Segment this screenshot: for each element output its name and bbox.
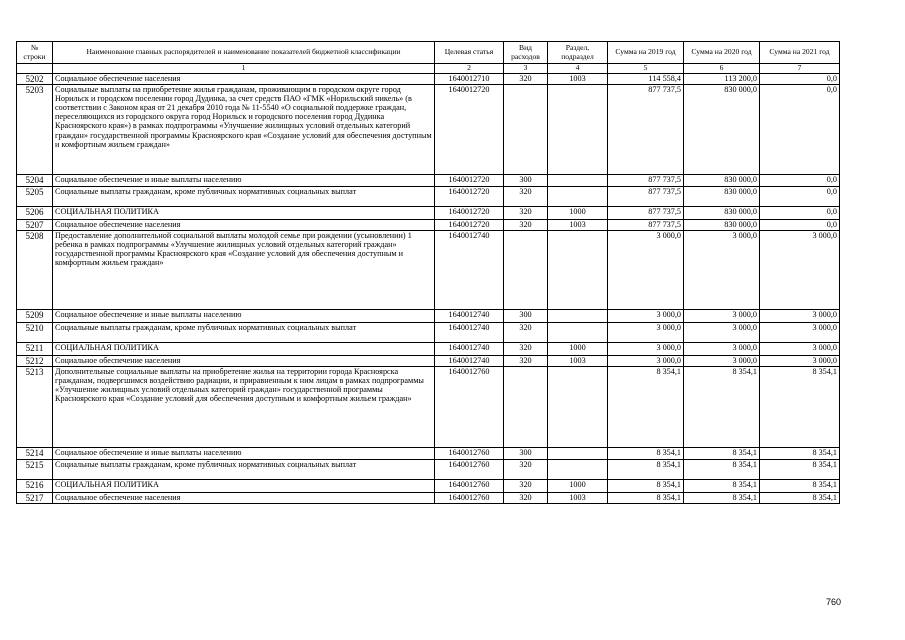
table-row: [17, 84, 840, 174]
row-target-code: 1640012740: [435, 342, 504, 355]
row-section: 1003: [548, 492, 608, 503]
row-sum-2020: 830 000,0: [684, 186, 760, 206]
row-section: [548, 459, 608, 479]
row-sum-2020: 3 000,0: [684, 322, 760, 342]
row-target-code: 1640012760: [435, 479, 504, 492]
row-number: 5217: [17, 492, 53, 503]
row-sum-2021: 0,0: [760, 84, 840, 174]
row-section: [548, 174, 608, 186]
row-number: 5208: [17, 230, 53, 309]
row-sum-2020: 8 354,1: [684, 366, 760, 447]
row-sum-2019: 8 354,1: [608, 366, 684, 447]
row-sum-2020: 8 354,1: [684, 459, 760, 479]
table-row: [17, 366, 840, 447]
row-sum-2019: 3 000,0: [608, 230, 684, 309]
row-expense-type: 320: [504, 206, 548, 219]
index-cell: 7: [760, 64, 840, 74]
row-number: 5212: [17, 355, 53, 366]
row-target-code: 1640012760: [435, 492, 504, 503]
row-sum-2021: 8 354,1: [760, 459, 840, 479]
table-row: [17, 206, 840, 219]
row-number: 5202: [17, 73, 53, 84]
row-name: Социальное обеспечение населения: [53, 219, 435, 230]
index-cell: 2: [435, 64, 504, 74]
row-sum-2020: 3 000,0: [684, 309, 760, 322]
row-name: Социальное обеспечение и иные выплаты населению: [53, 309, 435, 322]
row-section: 1000: [548, 342, 608, 355]
row-sum-2021: 0,0: [760, 186, 840, 206]
row-sum-2021: 0,0: [760, 206, 840, 219]
row-sum-2019: 877 737,5: [608, 186, 684, 206]
table-row: [17, 479, 840, 492]
row-number: 5205: [17, 186, 53, 206]
column-index-row: [17, 64, 840, 74]
row-sum-2019: 3 000,0: [608, 322, 684, 342]
row-name: СОЦИАЛЬНАЯ ПОЛИТИКА: [53, 342, 435, 355]
table-row: [17, 219, 840, 230]
header-2020: Сумма на 2020 год: [684, 42, 760, 64]
row-section: 1003: [548, 355, 608, 366]
row-expense-type: [504, 366, 548, 447]
table-row: [17, 186, 840, 206]
row-sum-2020: 830 000,0: [684, 206, 760, 219]
row-sum-2020: 8 354,1: [684, 492, 760, 503]
index-cell: 6: [684, 64, 760, 74]
row-expense-type: 300: [504, 174, 548, 186]
row-sum-2020: 8 354,1: [684, 447, 760, 459]
row-sum-2021: 3 000,0: [760, 355, 840, 366]
row-number: 5213: [17, 366, 53, 447]
header-type: Вид расходов: [504, 42, 548, 64]
row-section: 1000: [548, 479, 608, 492]
row-number: 5214: [17, 447, 53, 459]
row-target-code: 1640012760: [435, 447, 504, 459]
row-sum-2021: 0,0: [760, 219, 840, 230]
row-sum-2021: 0,0: [760, 174, 840, 186]
row-sum-2019: 8 354,1: [608, 459, 684, 479]
row-sum-2020: 3 000,0: [684, 230, 760, 309]
row-target-code: 1640012720: [435, 174, 504, 186]
row-name: Социальные выплаты на приобретение жилья гражданам, проживающим в городском округе город Норильск и городском поселении город Дудинка, за счет средств ПАО «ГМК «Норильский никель» (в соответствии с Законом края от 21 декабря 2010 года № 11-5540 «О социальной поддержке граждан, переселяющихся из городского округа город Норильск и городского поселения город Дудинка Красноярского края») в рамках подпрограммы «Улучшение жилищных условий отдельных категорий граждан» государственной программы Красноярского края «Создание условий для обеспечения доступным и комфортным жильем граждан»: [53, 84, 435, 174]
table-row: [17, 447, 840, 459]
row-name: Социальные выплаты гражданам, кроме публичных нормативных социальных выплат: [53, 459, 435, 479]
row-section: 1003: [548, 73, 608, 84]
row-section: [548, 447, 608, 459]
budget-table: [16, 41, 840, 504]
row-sum-2021: 8 354,1: [760, 447, 840, 459]
row-sum-2019: 877 737,5: [608, 206, 684, 219]
row-sum-2019: 3 000,0: [608, 342, 684, 355]
row-expense-type: 320: [504, 355, 548, 366]
table-row: [17, 342, 840, 355]
row-section: 1000: [548, 206, 608, 219]
row-sum-2020: 3 000,0: [684, 355, 760, 366]
row-sum-2019: 3 000,0: [608, 309, 684, 322]
row-name: Социальные выплаты гражданам, кроме публичных нормативных социальных выплат: [53, 186, 435, 206]
row-sum-2021: 3 000,0: [760, 309, 840, 322]
row-expense-type: [504, 84, 548, 174]
row-section: [548, 309, 608, 322]
row-name: Социальное обеспечение и иные выплаты населению: [53, 174, 435, 186]
row-section: 1003: [548, 219, 608, 230]
row-expense-type: 320: [504, 322, 548, 342]
index-cell-blank: [17, 64, 53, 74]
row-section: [548, 322, 608, 342]
row-number: 5203: [17, 84, 53, 174]
index-cell: 5: [608, 64, 684, 74]
row-sum-2019: 8 354,1: [608, 447, 684, 459]
row-sum-2020: 8 354,1: [684, 479, 760, 492]
row-sum-2021: 3 000,0: [760, 342, 840, 355]
row-target-code: 1640012740: [435, 322, 504, 342]
row-expense-type: 320: [504, 186, 548, 206]
row-name: Социальное обеспечение населения: [53, 355, 435, 366]
header-2021: Сумма на 2021 год: [760, 42, 840, 64]
row-sum-2019: 8 354,1: [608, 479, 684, 492]
row-sum-2021: 0,0: [760, 73, 840, 84]
row-number: 5211: [17, 342, 53, 355]
row-target-code: 1640012720: [435, 219, 504, 230]
row-number: 5209: [17, 309, 53, 322]
row-sum-2020: 3 000,0: [684, 342, 760, 355]
row-expense-type: 320: [504, 73, 548, 84]
row-sum-2021: 8 354,1: [760, 492, 840, 503]
row-name: Социальное обеспечение и иные выплаты населению: [53, 447, 435, 459]
table-row: [17, 355, 840, 366]
table-row: [17, 73, 840, 84]
row-expense-type: 300: [504, 447, 548, 459]
row-target-code: 1640012720: [435, 206, 504, 219]
row-name: Социальные выплаты гражданам, кроме публичных нормативных социальных выплат: [53, 322, 435, 342]
row-expense-type: 320: [504, 479, 548, 492]
table-row: [17, 492, 840, 503]
row-name: СОЦИАЛЬНАЯ ПОЛИТИКА: [53, 206, 435, 219]
row-target-code: 1640012740: [435, 230, 504, 309]
row-section: [548, 186, 608, 206]
row-sum-2020: 830 000,0: [684, 174, 760, 186]
index-cell: 4: [548, 64, 608, 74]
row-section: [548, 230, 608, 309]
row-expense-type: [504, 230, 548, 309]
row-expense-type: 300: [504, 309, 548, 322]
table-row: [17, 174, 840, 186]
header-num: № строки: [17, 42, 53, 64]
table-row: [17, 322, 840, 342]
row-target-code: 1640012710: [435, 73, 504, 84]
header-section: Раздел, подраздел: [548, 42, 608, 64]
row-target-code: 1640012720: [435, 186, 504, 206]
header-2019: Сумма на 2019 год: [608, 42, 684, 64]
row-sum-2019: 114 558,4: [608, 73, 684, 84]
row-expense-type: 320: [504, 459, 548, 479]
row-sum-2021: 3 000,0: [760, 322, 840, 342]
row-name: Социальное обеспечение населения: [53, 492, 435, 503]
row-number: 5210: [17, 322, 53, 342]
page-number: 760: [826, 597, 842, 607]
row-sum-2020: 830 000,0: [684, 219, 760, 230]
row-target-code: 1640012720: [435, 84, 504, 174]
row-sum-2019: 877 737,5: [608, 174, 684, 186]
row-section: [548, 84, 608, 174]
row-expense-type: 320: [504, 219, 548, 230]
row-target-code: 1640012760: [435, 366, 504, 447]
row-target-code: 1640012760: [435, 459, 504, 479]
row-target-code: 1640012740: [435, 309, 504, 322]
table-body: [17, 73, 840, 503]
row-number: 5206: [17, 206, 53, 219]
row-sum-2020: 830 000,0: [684, 84, 760, 174]
row-sum-2020: 113 200,0: [684, 73, 760, 84]
row-sum-2019: 877 737,5: [608, 219, 684, 230]
row-sum-2021: 3 000,0: [760, 230, 840, 309]
row-number: 5215: [17, 459, 53, 479]
row-name: Дополнительные социальные выплаты на приобретение жилья на территории города Красноярска гражданам, подвергшимся воздействию радиации, и приравненным к ним лицам в рамках подпрограммы «Улучшение жилищных условий отдельных категорий граждан» государственной программы Красноярского края «Создание условий для обеспечения доступным и комфортным жильем граждан»: [53, 366, 435, 447]
row-expense-type: 320: [504, 342, 548, 355]
row-sum-2021: 8 354,1: [760, 479, 840, 492]
row-name: СОЦИАЛЬНАЯ ПОЛИТИКА: [53, 479, 435, 492]
row-sum-2021: 8 354,1: [760, 366, 840, 447]
table-row: [17, 230, 840, 309]
index-cell: 3: [504, 64, 548, 74]
index-cell: 1: [53, 64, 435, 74]
row-sum-2019: 3 000,0: [608, 355, 684, 366]
row-section: [548, 366, 608, 447]
row-sum-2019: 877 737,5: [608, 84, 684, 174]
row-name: Социальное обеспечение населения: [53, 73, 435, 84]
row-name: Предоставление дополнительной социальной выплаты молодой семье при рождении (усыновлении) 1 ребенка в рамках подпрограммы «Улучшение жилищных условий отдельных категорий граждан» государственной программы Красноярского края «Создание условий для обеспечения доступным и комфортным жильем граждан»: [53, 230, 435, 309]
row-sum-2019: 8 354,1: [608, 492, 684, 503]
table-row: [17, 309, 840, 322]
header-code: Целевая статья: [435, 42, 504, 64]
row-number: 5216: [17, 479, 53, 492]
row-expense-type: 320: [504, 492, 548, 503]
row-number: 5204: [17, 174, 53, 186]
row-target-code: 1640012740: [435, 355, 504, 366]
table-row: [17, 459, 840, 479]
header-name: Наименование главных распорядителей и наименование показателей бюджетной классификации: [53, 42, 435, 64]
header-row: [17, 42, 840, 64]
row-number: 5207: [17, 219, 53, 230]
